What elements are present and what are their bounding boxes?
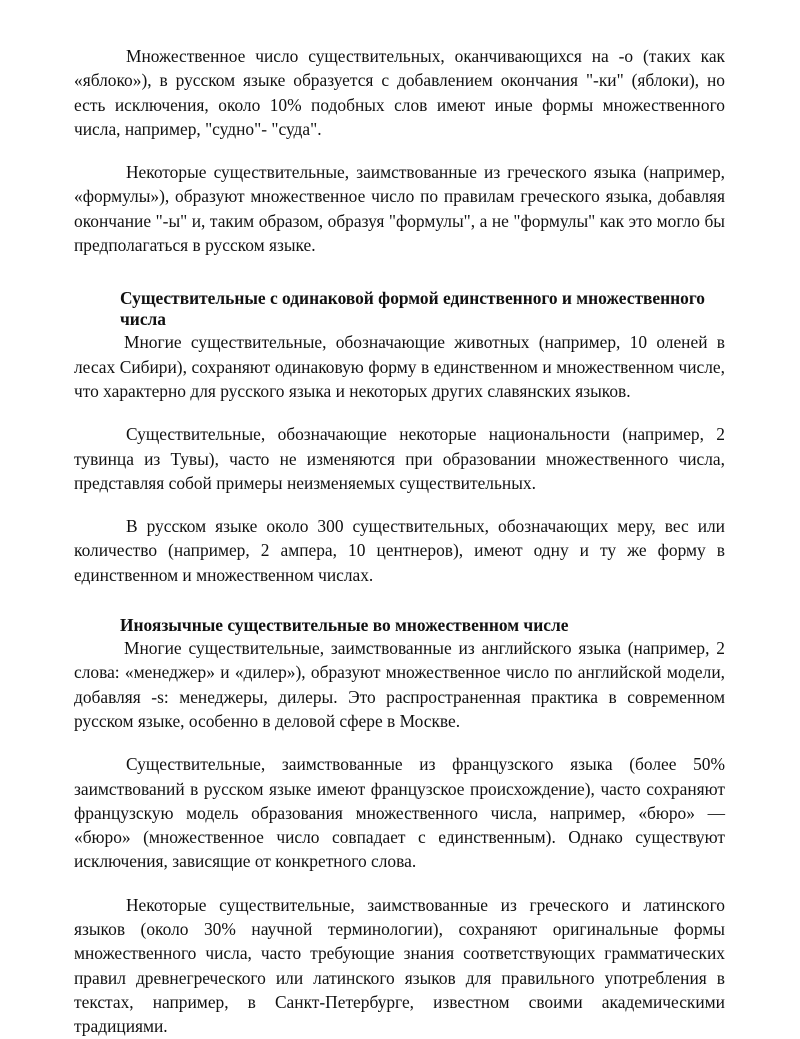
paragraph-2: Некоторые существительные, заимствованные из греческого языка (например, «формулы»), образуют множественное число по правилам греческого языка, добавляя окончание "-ы" и, таким образом, образуя "формулы", а не "формулы" как это могло бы предполагаться в русском языке. [74, 162, 725, 256]
section-heading-same-form: Существительные с одинаковой формой единственного и множественного числа [120, 288, 705, 330]
paragraph-5: В русском языке около 300 существительных, обозначающих меру, вес или количество (например, 2 ампера, 10 центнеров), имеют одну и ту же форму в единственном и множественном числах. [74, 516, 725, 585]
paragraph-1: Множественное число существительных, оканчивающихся на -о (таких как «яблоко»), в русском языке образуется с добавлением окончания "-ки" (яблоки), но есть исключения, около 10% подобных слов имеют иные формы множественного числа, например, "судно"- "суда". [74, 46, 725, 139]
paragraph-4: Существительные, обозначающие некоторые национальности (например, 2 тувинца из Тувы), часто не изменяются при образовании множественного числа, представляя собой примеры неизменяемых существительных. [74, 424, 725, 493]
paragraph-8: Некоторые существительные, заимствованные из греческого и латинского языков (около 30% научной терминологии), сохраняют оригинальные формы множественного числа, часто требующие знания соответствующих грамматических правил древнегреческого или латинского языков для правильного употребления в текстах, например, в Санкт-Петербурге, известном своими академическими традициями. [74, 894, 725, 1037]
paragraph-7: Существительные, заимствованные из французского языка (более 50% заимствований в русском языке имеют французское происхождение), часто сохраняют французскую модель образования множественного числа, например, «бюро» — «бюро» (множественное число совпадает с единственным). Однако существуют исключения, зависящие от конкретного слова. [74, 754, 725, 872]
section-heading-foreign: Иноязычные существительные во множественном числе [120, 615, 569, 636]
paragraph-3: Многие существительные, обозначающие животных (например, 10 оленей в лесах Сибири), сохраняют одинаковую форму в единственном и множественном числе, что характерно для русского языка и некоторых других славянских языков. [74, 332, 725, 401]
paragraph-6: Многие существительные, заимствованные из английского языка (например, 2 слова: «менеджер» и «дилер»), образуют множественное число по английской модели, добавляя -s: менеджеры, дилеры. Это распространенная практика в современном русском языке, особенно в деловой сфере в Москве. [74, 638, 725, 731]
